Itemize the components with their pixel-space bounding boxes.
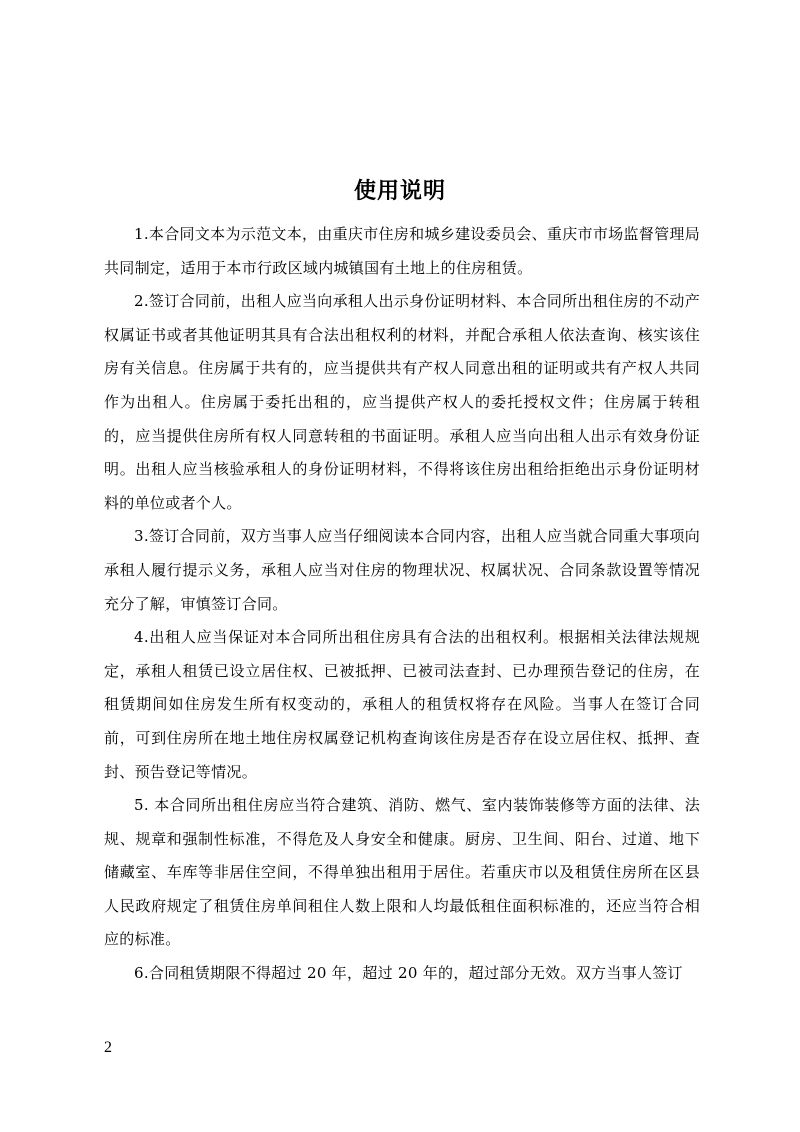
- paragraph-4: 4.出租人应当保证对本合同所出租住房具有合法的出租权利。根据相关法律法规规定，承租人租赁已设立居住权、已被抵押、已被司法查封、已办理预告登记的住房，在租赁期间如住房发生所有权变动的，承租人的租赁权将存在风险。当事人在签订合同前，可到住房所在地土地住房权属登记机构查询该住房是否存在设立居住权、抵押、查封、预告登记等情况。: [104, 628, 700, 781]
- instructions-body: [104, 218, 700, 991]
- paragraph-2: 2.签订合同前，出租人应当向承租人出示身份证明材料、本合同所出租住房的不动产权属证书或者其他证明其具有合法出租权利的材料，并配合承租人依法查询、核实该住房有关信息。住房属于共有的，应当提供共有产权人同意出租的证明或共有产权人共同作为出租人。住房属于委托出租的，应当提供产权人的委托授权文件；住房属于转租的，应当提供住房所有权人同意转租的书面证明。承租人应当向出租人出示有效身份证明。出租人应当核验承租人的身份证明材料，不得将该住房出租给拒绝出示身份证明材料的单位或者个人。: [104, 292, 700, 512]
- page-number: 2: [104, 1039, 112, 1056]
- paragraph-5: 5. 本合同所出租住房应当符合建筑、消防、燃气、室内装饰装修等方面的法律、法规、规章和强制性标准，不得危及人身安全和健康。厨房、卫生间、阳台、过道、地下储藏室、车库等非居住空间，不得单独出租用于居住。若重庆市以及租赁住房所在区县人民政府规定了租赁住房单间租住人数上限和人均最低租住面积标准的，还应当符合相应的标准。: [104, 796, 700, 949]
- paragraph-6: 6.合同租赁期限不得超过 20 年，超过 20 年的，超过部分无效。双方当事人签订: [134, 964, 683, 983]
- paragraph-3: 3.签订合同前，双方当事人应当仔细阅读本合同内容，出租人应当就合同重大事项向承租人履行提示义务，承租人应当对住房的物理状况、权属状况、合同条款设置等情况充分了解，审慎签订合同。: [104, 527, 700, 613]
- paragraph-1: 1.本合同文本为示范文本，由重庆市住房和城乡建设委员会、重庆市市场监督管理局共同制定，适用于本市行政区域内城镇国有土地上的住房租赁。: [104, 225, 700, 277]
- page-title: 使用说明: [353, 179, 446, 204]
